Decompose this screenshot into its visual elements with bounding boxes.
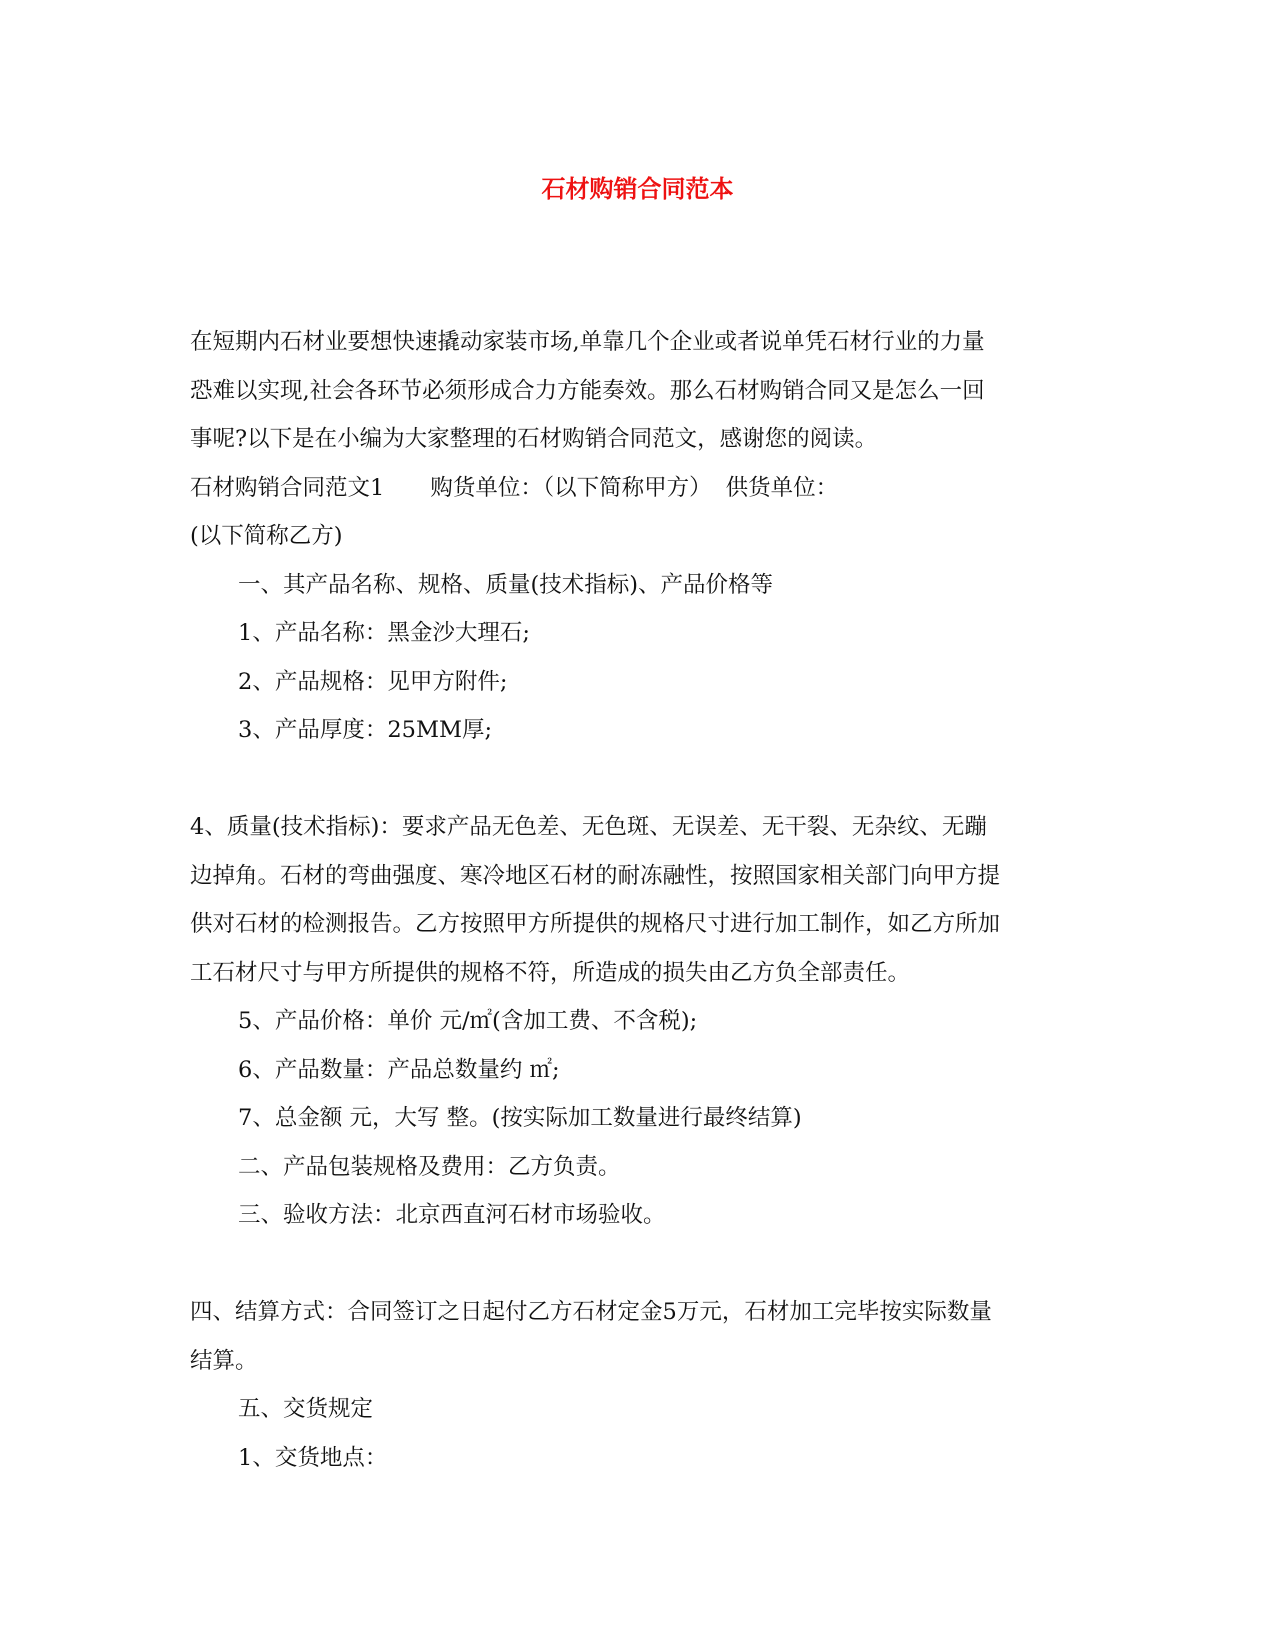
clause-item: 5、产品价格：单价 元/㎡(含加工费、不含税); xyxy=(238,1008,698,1034)
clause-item: 7、总金额 元，大写 整。(按实际加工数量进行最终结算) xyxy=(238,1105,802,1131)
clause-item: 3、产品厚度：25MM厚; xyxy=(238,717,493,743)
intro-paragraph xyxy=(190,318,1095,464)
document-title: 石材购销合同范本 xyxy=(541,174,734,203)
clause-item: 1、交货地点： xyxy=(238,1444,388,1471)
quality-clause xyxy=(190,803,1095,997)
contract-parties-line xyxy=(190,464,1095,513)
section-heading: 三、验收方法：北京西直河石材市场验收。 xyxy=(238,1202,666,1228)
clause-item: 2、产品规格：见甲方附件; xyxy=(238,668,508,695)
clause-item: 6、产品数量：产品总数量约 ㎡; xyxy=(238,1056,560,1083)
settlement-line: 四、结算方式：合同签订之日起付乙方石材定金5万元，石材加工完毕按实际数量 xyxy=(190,1299,992,1325)
settlement-clause xyxy=(190,1288,1095,1385)
quality-line: 4、质量(技术指标)：要求产品无色差、无色斑、无误差、无干裂、无杂纹、无蹦 xyxy=(190,814,987,840)
clause-item: 1、产品名称：黑金沙大理石; xyxy=(238,620,530,646)
buyer-label: 购货单位：（以下简称甲方） xyxy=(430,474,712,501)
section-heading: 二、产品包装规格及费用：乙方负责。 xyxy=(238,1153,621,1180)
quality-line: 供对石材的检测报告。乙方按照甲方所提供的规格尺寸进行加工制作，如乙方所加 xyxy=(190,911,1001,937)
quality-line: 边掉角。石材的弯曲强度、寒冷地区石材的耐冻融性，按照国家相关部门向甲方提 xyxy=(190,862,1001,889)
intro-line: 事呢?以下是在小编为大家整理的石材购销合同范文，感谢您的阅读。 xyxy=(190,426,878,452)
intro-line: 恐难以实现,社会各环节必须形成合力方能奏效。那么石材购销合同又是怎么一回 xyxy=(190,377,985,404)
settlement-line: 结算。 xyxy=(190,1347,258,1374)
document-body xyxy=(190,318,1095,1482)
supplier-note: (以下简称乙方) xyxy=(190,523,343,549)
intro-line: 在短期内石材业要想快速撬动家装市场,单靠几个企业或者说单凭石材行业的力量 xyxy=(190,329,985,355)
quality-line: 工石材尺寸与甲方所提供的规格不符，所造成的损失由乙方负全部责任。 xyxy=(190,959,911,986)
section-heading: 五、交货规定 xyxy=(238,1396,374,1422)
sample-heading: 石材购销合同范文1 xyxy=(190,474,385,501)
supplier-label: 供货单位： xyxy=(725,474,839,501)
section-heading: 一、其产品名称、规格、质量(技术指标)、产品价格等 xyxy=(238,571,774,598)
